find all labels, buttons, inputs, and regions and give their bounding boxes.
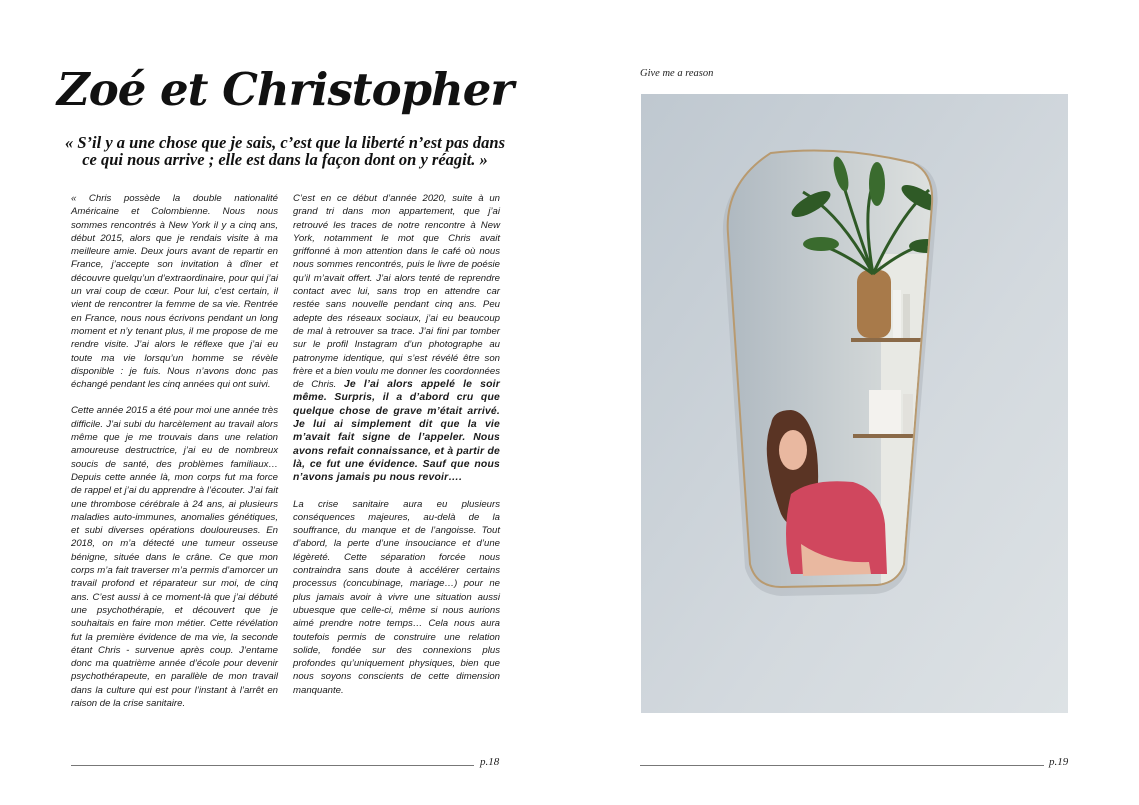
right-page — [570, 0, 1139, 805]
text-column-1 — [71, 192, 278, 710]
article-title: Zoé et Christopher — [56, 63, 514, 116]
page-number: p.19 — [1049, 756, 1069, 768]
footer-rule — [640, 765, 1044, 766]
running-head: Give me a reason — [640, 68, 714, 79]
photo-illustration — [641, 94, 1068, 713]
text-column-2 — [293, 192, 500, 697]
footer-rule — [71, 765, 474, 766]
bold-passage: Je l’ai alors appelé le soir même. Surpris, il a d’abord cru que quelque chose de grave m’était arrivé. Je lui ai simplement dit que la vie m’avait fait signe de l’appeler. Nous avons refait connaissance, et à partir de là, ce fut une évidence. Sauf que nous n’avons jamais pu nous revoir…. — [293, 379, 500, 484]
paragraph: Cette année 2015 a été pour moi une année très difficile. J’ai subi du harcèlement au travail alors même que je me trouvais dans une relation amoureuse destructrice, j’ai eu de nombreux soucis de santé, des problèmes familiaux… Depuis cette année là, mon corps fut ma force de rappel et j’ai du apprendre à l’écouter. J’ai fait une thrombose cérébrale à 24 ans, ai plusieurs maladies auto-immunes, anomalies génétiques, et subi diverses opérations douloureuses. En 2018, on m’a détecté une tumeur osseuse bénigne, située dans le crâne. Ce que mon corps m’a fait traverser m’a permis d’amorcer un travail profond et réparateur sur moi, de cinq ans. C’est aussi à ce moment-là que j’ai débuté une psychothérapie, et découvert que je souhaitais en faire mon métier. Cette révélation fut la première évidence de ma vie, la seconde étant Chris - survenue après coup. J’entame donc ma quatrième année d’école pour devenir psychothérapeute, en parallèle de mon travail dans la culture qui est pour l’instant à l’arrêt en raison de la crise sanitaire. — [71, 405, 278, 709]
paragraph — [293, 192, 500, 485]
paragraph-text: C’est en ce début d’année 2020, suite à un grand tri dans mon appartement, que j’ai retrouvé les traces de notre rencontre à New York, notamment le mot que Chris avait griffonné à mon attention dans le café où nous nous sommes rencontrés, puis le livre de poésie qu’il m’avait offert. J’ai alors tenté de reprendre contact avec lui, sans trop en attendre car restée sans nouvelle pendant cinq ans. Peu adepte des réseaux sociaux, j’ai eu beaucoup de mal à retrouver sa trace. J’ai fini par tomber sur le profil Instagram d’un photographe au patronyme identique, qui s’est révélé être son frère et a bien voulu me donner les coordonnées de Chris. — [293, 193, 500, 391]
pull-quote: « S’il y a une chose que je sais, c’est que la liberté n’est pas dans ce qui nous arrive ; elle est dans la façon dont on y réagit. » — [65, 133, 505, 169]
page-number: p.18 — [480, 756, 500, 768]
photo-mirror-woman — [641, 94, 1068, 713]
paragraph: « Chris possède la double nationalité Américaine et Colombienne. Nous nous sommes rencontrés à New York il y a cinq ans, début 2015, alors que je rendais visite à ma meilleure amie. Deux jours avant de repartir en France, j’accepte son invitation à dîner et découvre quelqu’un d’extraordinaire, pour qui j’ai un vrai coup de cœur. Pour lui, c’est certain, il vient de rencontrer la femme de sa vie. Rentrée en France, nous nous écrivons pendant un long moment et n’y tenant plus, il me propose de me rendre visite. J’ai alors le réflexe que j’ai eu toute ma vie lorsqu’un homme se révèle disponible : je fuis. Nous n’avons donc pas échangé pendant les cinq années qui ont suivi. — [71, 193, 278, 391]
paragraph: La crise sanitaire aura eu plusieurs conséquences majeures, au-delà de la souffrance, du manque et de l’angoisse. Tout d’abord, la perte d’une insouciance et d’une légèreté. Cette séparation forcée nous contraindra sans doute à accélérer certains processus (concubinage, mariage…) pour ne plus jamais avoir à vivre une situation aussi ubuesque que celle-ci, même si nous aurions aimé prendre notre temps… Cela nous aura toutefois permis de construire une relation solide, fondée sur des connexions plus profondes qu’uniquement physiques, bien que nous soyons conscients de cette dimension manquante. — [293, 498, 500, 696]
